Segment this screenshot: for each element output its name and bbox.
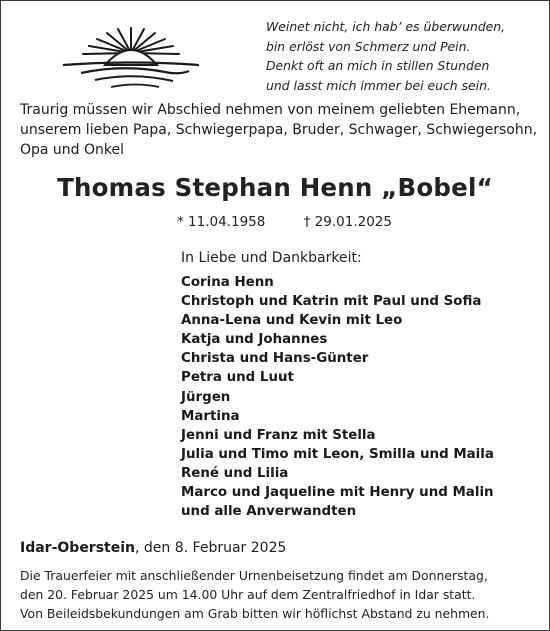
birth-date: * 11.04.1958: [177, 214, 266, 230]
list-item: Petra und Luut: [181, 370, 294, 386]
list-item: Corina Henn: [181, 275, 274, 290]
list-item: und alle Anverwandten: [181, 504, 357, 520]
date: , den 8. Februar 2025: [135, 540, 287, 556]
sunset-over-hills-icon: [61, 25, 201, 93]
deceased-name: Thomas Stephan Henn „Bobel“: [57, 173, 493, 202]
poem-line: und lasst mich immer bei euch sein.: [266, 77, 491, 93]
list-item: Marco und Jaqueline mit Henry und Malin: [181, 485, 494, 501]
poem-line: bin erlöst von Schmerz und Pein.: [266, 38, 471, 54]
list-item: Anna-Lena und Kevin mit Leo: [181, 313, 403, 329]
thanks-line: In Liebe und Dankbarkeit:: [181, 250, 362, 266]
poem-line: Denkt oft an mich in stillen Stunden: [266, 58, 490, 74]
funeral-line: Die Trauerfeier mit anschließender Urnenbeisetzung findet am Donnerstag,: [20, 568, 488, 583]
intro-line: unserem lieben Papa, Schwiegerpapa, Bruder, Schwager, Schwiegersohn,: [20, 122, 538, 138]
place: Idar-Oberstein: [20, 540, 136, 556]
list-item: Christoph und Katrin mit Paul und Sofia: [181, 294, 482, 310]
funeral-info: [20, 566, 540, 623]
poem: [266, 17, 544, 95]
death-date: † 29.01.2025: [303, 214, 392, 230]
intro-line: Traurig müssen wir Abschied nehmen von meinem geliebten Ehemann,: [20, 102, 521, 118]
list-item: Julia und Timo mit Leon, Smilla und Maila: [181, 446, 494, 462]
life-dates: [177, 214, 392, 230]
list-item: René und Lilia: [181, 465, 289, 481]
mourners-list: [181, 273, 494, 521]
list-item: Martina: [181, 408, 240, 424]
list-item: Katja und Johannes: [181, 332, 328, 348]
intro-text: [20, 100, 540, 160]
intro-line: Opa und Onkel: [20, 142, 125, 158]
funeral-line: den 20. Februar 2025 um 14.00 Uhr auf dem Zentralfriedhof in Idar statt.: [20, 587, 476, 602]
place-and-date: [20, 540, 286, 556]
list-item: Jürgen: [181, 389, 231, 405]
list-item: Jenni und Franz mit Stella: [181, 427, 376, 443]
poem-line: Weinet nicht, ich hab’ es überwunden,: [266, 19, 506, 34]
funeral-line: Von Beileidsbekundungen am Grab bitten wir höflichst Abstand zu nehmen.: [20, 606, 490, 621]
list-item: Christa und Hans-Günter: [181, 351, 369, 367]
